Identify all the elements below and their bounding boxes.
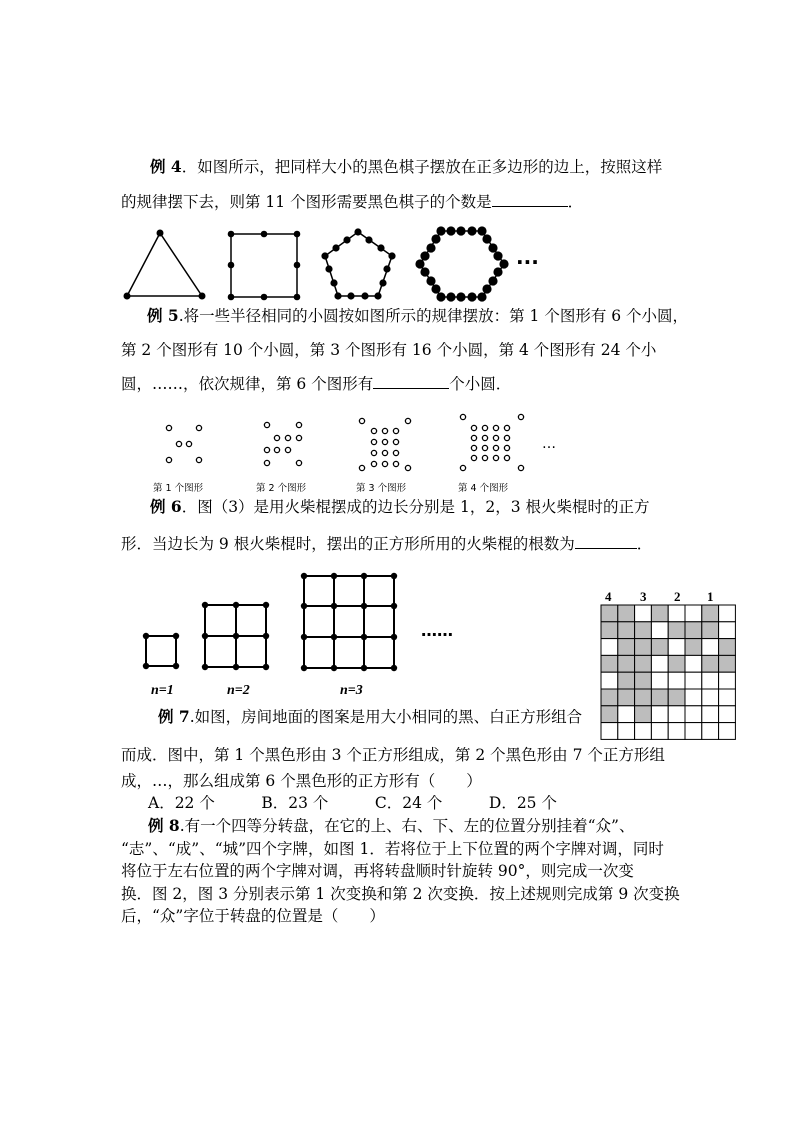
- grid-cell: [668, 622, 685, 639]
- circle-figure-1: [166, 425, 201, 462]
- grid-cell: [668, 689, 685, 706]
- grid-cell: [635, 706, 652, 723]
- grid-cell: [685, 689, 702, 706]
- ex8-line-2: “志”、“成”、“城”四个字牌，如图 1．若将位于上下位置的两个字牌对调，同时: [121, 840, 664, 858]
- ex5-ellipsis: …: [542, 436, 556, 452]
- grid-cell: [685, 639, 702, 656]
- ex8-line-5: 后，“众”字位于转盘的位置是（ ）: [121, 907, 385, 925]
- ex7-label: 例 7: [158, 707, 190, 726]
- grid-label-1: 1: [707, 589, 714, 604]
- grid-cell: [601, 622, 618, 639]
- grid-cell: [618, 605, 635, 622]
- triangle-figure: [124, 230, 206, 300]
- grid-cell: [618, 622, 635, 639]
- grid-cell: [651, 689, 668, 706]
- grid-cell: [702, 706, 719, 723]
- label-n3: n=3: [340, 683, 363, 698]
- grid-cell: [668, 639, 685, 656]
- grid-cell: [719, 706, 736, 723]
- grid-cell: [702, 689, 719, 706]
- ex6-line-1: 例 6．图（3）是用火柴棍摆成的边长分别是 1，2，3 根火柴棍时的正方: [150, 497, 650, 516]
- grid-cell: [668, 655, 685, 672]
- grid-cell: [651, 706, 668, 723]
- grid-cell: [702, 723, 719, 740]
- ex4-line-1: 例 4．如图所示，把同样大小的黑色棋子摆放在正多边形的边上，按照这样: [150, 157, 663, 176]
- square-figure: [228, 231, 301, 301]
- grid-label-2: 2: [674, 589, 681, 604]
- ex5-line-3: 圆，……，依次规律，第 6 个图形有 个小圆．: [121, 375, 512, 393]
- grid-cell: [668, 605, 685, 622]
- grid-cell: [719, 655, 736, 672]
- ex6-ellipsis: ……: [421, 621, 453, 640]
- ex7-line-2: 而成．图中，第 1 个黑色形由 3 个正方形组成，第 2 个黑色形由 7 个正方形组: [121, 746, 665, 764]
- grid-cell: [651, 723, 668, 740]
- ex4-label: 例 4: [150, 157, 182, 176]
- ex5-circle-figures: [0, 408, 794, 498]
- grid-cell: [618, 689, 635, 706]
- answer-blank: [575, 534, 637, 549]
- grid-cell: [601, 639, 618, 656]
- grid-cell: [651, 622, 668, 639]
- grid-cell: [719, 605, 736, 622]
- grid-cell: [601, 706, 618, 723]
- caption-figure-1: 第 1 个图形: [153, 483, 204, 494]
- grid-cell: [685, 655, 702, 672]
- ex4-line-2: 的规律摆下去，则第 11 个图形需要黑色棋子的个数是 ．: [121, 193, 584, 211]
- grid-cell: [651, 672, 668, 689]
- ex6-line-2: 形．当边长为 9 根火柴棍时，摆出的正方形所用的火柴棍的根数为 ．: [121, 535, 653, 553]
- pentagon-figure: [321, 228, 395, 299]
- ex4-ellipsis: ···: [516, 250, 539, 274]
- grid-cell: [635, 605, 652, 622]
- grid-cell: [651, 639, 668, 656]
- grid-cell: [618, 655, 635, 672]
- grid-cell: [719, 622, 736, 639]
- hexagon-figure: [415, 226, 508, 301]
- ex6-matchstick-figures: [0, 570, 600, 705]
- grid-cell: [702, 605, 719, 622]
- circle-figure-2: [264, 422, 301, 465]
- circle-figure-3: [359, 418, 410, 470]
- ex5-line-2: 第 2 个图形有 10 个小圆，第 3 个图形有 16 个小圆，第 4 个图形有 24 个小: [121, 341, 657, 359]
- grid-cell: [668, 672, 685, 689]
- grid-cell: [719, 723, 736, 740]
- grid-cell: [685, 706, 702, 723]
- ex5-line-1: 例 5.将一些半径相同的小圆按如图所示的规律摆放：第 1 个图形有 6 个小圆，: [147, 306, 689, 325]
- grid-label-3: 3: [640, 589, 647, 604]
- grid-cell: [702, 672, 719, 689]
- ex7-floor-grid: [597, 585, 742, 745]
- grid-cell: [685, 723, 702, 740]
- label-n1: n=1: [151, 683, 174, 698]
- grid-cell: [685, 605, 702, 622]
- grid-cell: [668, 723, 685, 740]
- caption-figure-3: 第 3 个图形: [356, 483, 407, 494]
- ex4-polygon-figures: [0, 220, 794, 305]
- grid-cell: [719, 689, 736, 706]
- grid-cell: [651, 605, 668, 622]
- grid-cell: [601, 689, 618, 706]
- answer-blank: [373, 374, 449, 389]
- grid-cell: [618, 672, 635, 689]
- grid-cell: [618, 706, 635, 723]
- ex7-line-3: 成，…，那么组成第 6 个黑色形的正方形有（ ）: [121, 772, 482, 790]
- ex8-label: 例 8: [148, 816, 180, 835]
- ex8-line-1: 例 8.有一个四等分转盘，在它的上、右、下、左的位置分别挂着“众”、: [148, 816, 635, 835]
- grid-cell: [635, 672, 652, 689]
- grid-cell: [635, 655, 652, 672]
- ex8-line-3: 将位于左右位置的两个字牌对调，再将转盘顺时针旋转 90°，则完成一次变: [121, 862, 634, 880]
- caption-figure-2: 第 2 个图形: [256, 483, 307, 494]
- label-n2: n=2: [227, 683, 250, 698]
- grid-cell: [635, 689, 652, 706]
- grid-cell: [601, 605, 618, 622]
- grid-cell: [601, 723, 618, 740]
- grid-cell: [618, 723, 635, 740]
- ex5-label: 例 5: [147, 306, 179, 325]
- grid-cell: [601, 655, 618, 672]
- grid-cell: [685, 622, 702, 639]
- grid-label-4: 4: [605, 589, 612, 604]
- grid-cell: [601, 672, 618, 689]
- ex8-line-4: 换．图 2，图 3 分别表示第 1 次变换和第 2 次变换．按上述规则完成第 9 次变换: [121, 885, 680, 903]
- answer-blank: [492, 192, 568, 207]
- grid-cell: [702, 622, 719, 639]
- grid-cell: [685, 672, 702, 689]
- grid-cell: [719, 639, 736, 656]
- ex6-label: 例 6: [150, 497, 182, 516]
- grid-cell: [719, 672, 736, 689]
- grid-cell: [668, 706, 685, 723]
- ex7-options: A．22 个 B．23 个 C．24 个 D．25 个: [148, 794, 557, 812]
- circle-figure-4: [460, 414, 523, 470]
- grid-cell: [635, 622, 652, 639]
- grid-cell: [702, 655, 719, 672]
- grid-cell: [635, 639, 652, 656]
- grid-cell: [702, 639, 719, 656]
- caption-figure-4: 第 4 个图形: [458, 483, 509, 494]
- grid-cell: [635, 723, 652, 740]
- grid-cell: [618, 639, 635, 656]
- ex7-line-1: 例 7.如图，房间地面的图案是用大小相同的黑、白正方形组合: [158, 707, 583, 726]
- grid-cell: [651, 655, 668, 672]
